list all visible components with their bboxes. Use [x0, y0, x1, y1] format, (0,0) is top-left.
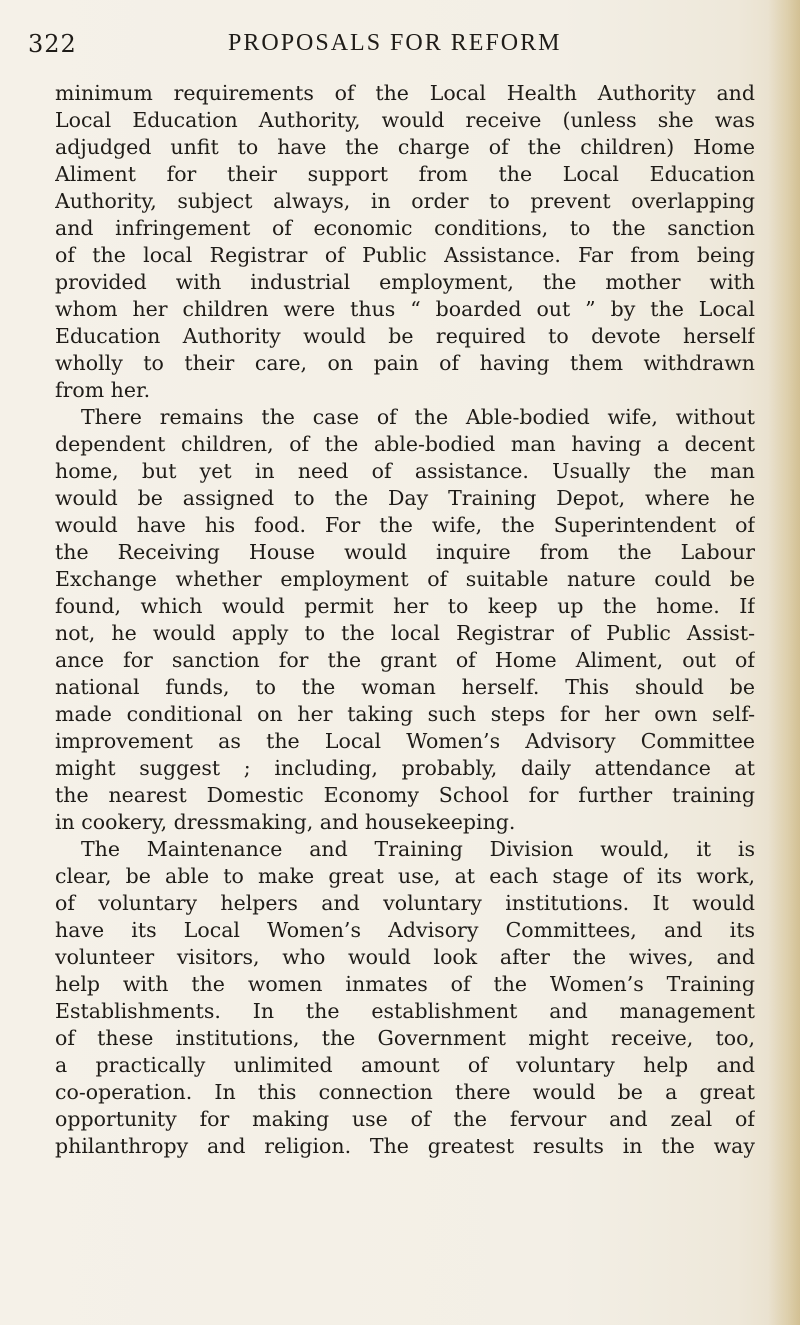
text-line: have its Local Women’s Advisory Committees, and its [55, 918, 755, 942]
page-number: 322 [28, 30, 77, 58]
text-line: adjudged unfit to have the charge of the children) Home [55, 135, 755, 159]
text-line: opportunity for making use of the fervour and zeal of [55, 1107, 755, 1131]
text-line: from her. [55, 378, 151, 402]
text-line: volunteer visitors, who would look after the wives, and [55, 945, 755, 969]
text-line: philanthropy and religion. The greatest results in the way [55, 1134, 755, 1158]
text-line: improvement as the Local Women’s Advisory Committee [55, 729, 755, 753]
text-line: provided with industrial employment, the mother with [55, 270, 755, 294]
page-edge-shadow [768, 0, 800, 1325]
text-line: Establishments. In the establishment and management [55, 999, 755, 1023]
text-line: would have his food. For the wife, the Superintendent of [55, 513, 755, 537]
text-line: of the local Registrar of Public Assistance. Far from being [55, 243, 755, 267]
text-line: in cookery, dressmaking, and housekeeping. [55, 810, 516, 834]
text-line: of voluntary helpers and voluntary institutions. It would [55, 891, 755, 915]
text-line: The Maintenance and Training Division would, it is [81, 837, 755, 861]
text-line: the nearest Domestic Economy School for further training [55, 783, 755, 807]
text-line: Education Authority would be required to devote herself [55, 324, 755, 348]
body-text [55, 80, 755, 1160]
text-line: help with the women inmates of the Women’s Training [55, 972, 755, 996]
text-line: national funds, to the woman herself. This should be [55, 675, 755, 699]
text-line: a practically unlimited amount of voluntary help and [55, 1053, 755, 1077]
text-line: of these institutions, the Government might receive, too, [55, 1026, 755, 1050]
text-line: minimum requirements of the Local Health Authority and [55, 81, 755, 105]
text-line: dependent children, of the able-bodied man having a decent [55, 432, 755, 456]
text-line: might suggest ; including, probably, daily attendance at [55, 756, 755, 780]
running-title: PROPOSALS FOR REFORM [228, 30, 562, 56]
text-line: Local Education Authority, would receive (unless she was [55, 108, 755, 132]
text-line: the Receiving House would inquire from the Labour [55, 540, 755, 564]
text-line: not, he would apply to the local Registrar of Public Assist- [55, 621, 755, 645]
text-line: wholly to their care, on pain of having them withdrawn [55, 351, 755, 375]
text-line: would be assigned to the Day Training Depot, where he [55, 486, 755, 510]
text-line: made conditional on her taking such steps for her own self- [55, 702, 755, 726]
text-line: co-operation. In this connection there would be a great [55, 1080, 755, 1104]
text-line: and infringement of economic conditions, to the sanction [55, 216, 755, 240]
text-line: Aliment for their support from the Local Education [55, 162, 755, 186]
text-line: ance for sanction for the grant of Home Aliment, out of [55, 648, 755, 672]
text-line: home, but yet in need of assistance. Usually the man [55, 459, 755, 483]
text-line: whom her children were thus “ boarded out ” by the Local [55, 297, 755, 321]
text-line: clear, be able to make great use, at each stage of its work, [55, 864, 755, 888]
text-line: found, which would permit her to keep up the home. If [55, 594, 755, 618]
page-header [28, 30, 774, 70]
text-line: Exchange whether employment of suitable nature could be [55, 567, 755, 591]
text-line: Authority, subject always, in order to prevent overlapping [55, 189, 755, 213]
text-line: There remains the case of the Able-bodied wife, without [81, 405, 755, 429]
